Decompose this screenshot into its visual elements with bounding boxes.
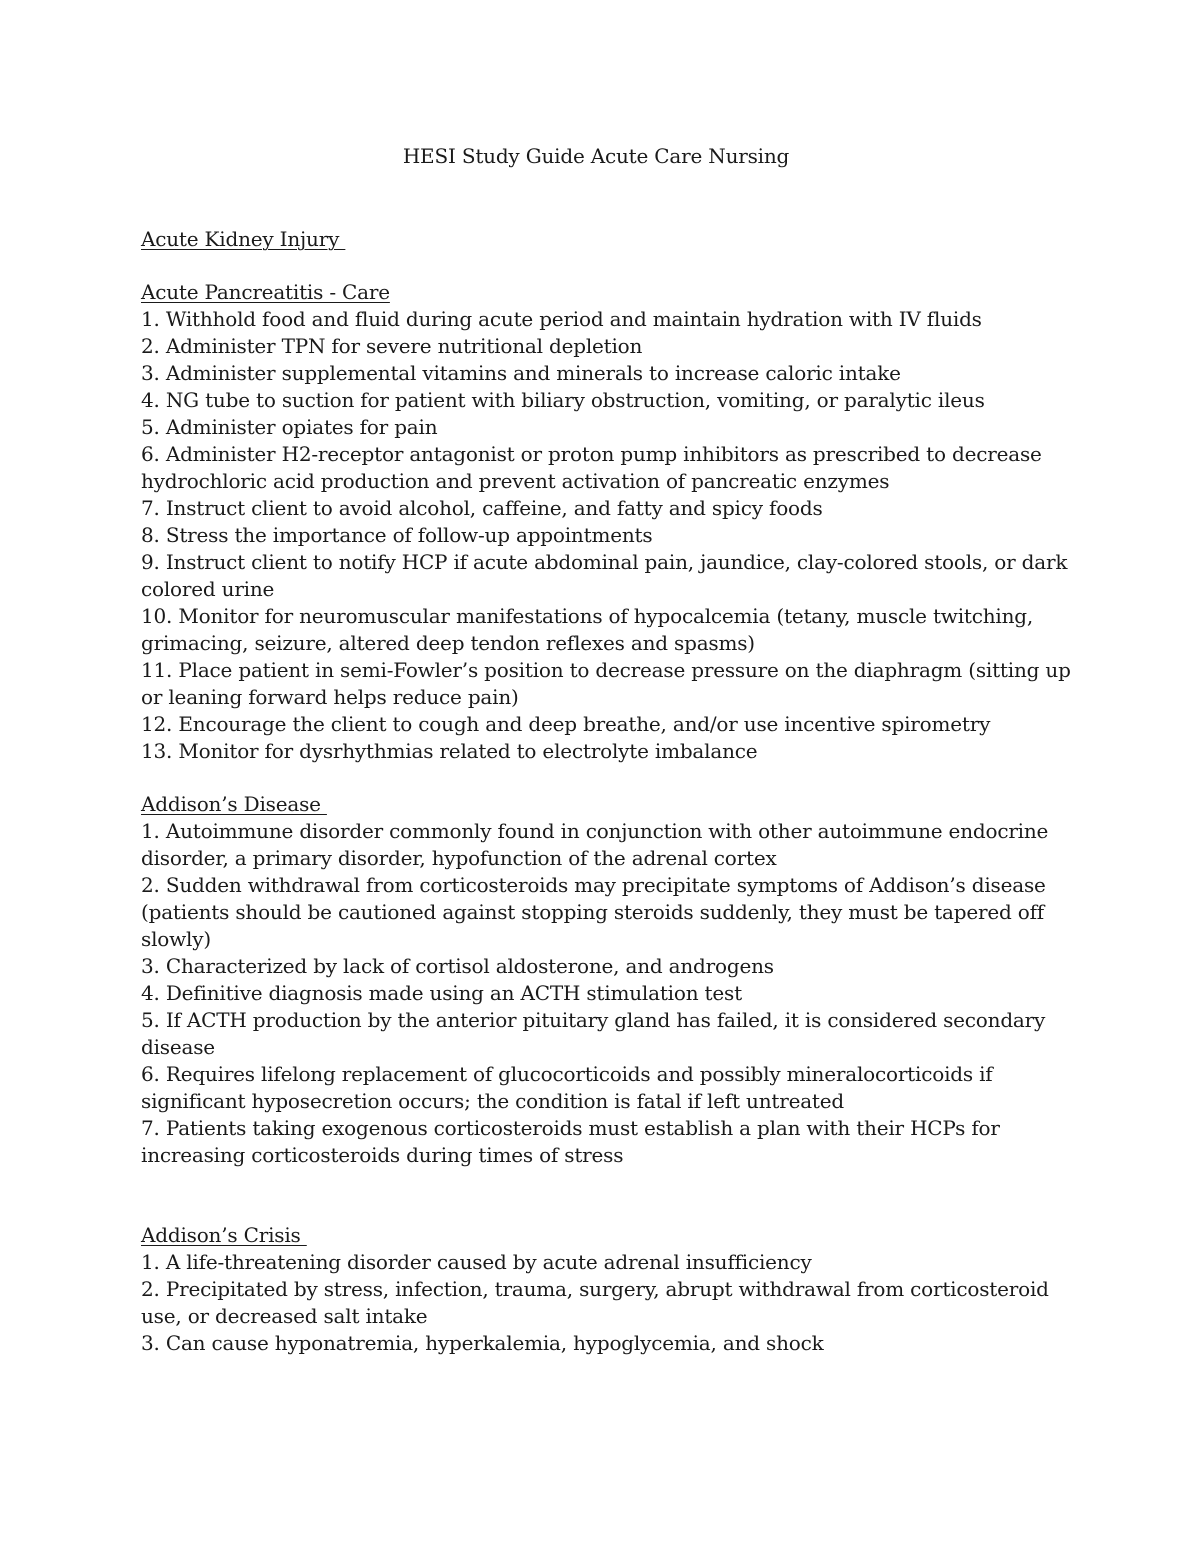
list-item: 3. Administer supplemental vitamins and minerals to increase caloric intake bbox=[141, 361, 901, 385]
section-heading-acute-pancreatitis: Acute Pancreatitis - Care bbox=[141, 280, 390, 304]
list-item: 8. Stress the importance of follow-up appointments bbox=[141, 523, 653, 547]
list-item: 1. Withhold food and fluid during acute period and maintain hydration with IV fluids bbox=[141, 307, 982, 331]
list-item: 4. NG tube to suction for patient with biliary obstruction, vomiting, or paralytic ileus bbox=[141, 388, 985, 412]
section-heading-acute-kidney-injury: Acute Kidney Injury bbox=[141, 227, 346, 251]
pancreatitis-list bbox=[141, 306, 1071, 765]
list-item: 2. Precipitated by stress, infection, trauma, surgery, abrupt withdrawal from corticosteroid use, or decreased salt intake bbox=[141, 1277, 1049, 1328]
list-item: 2. Administer TPN for severe nutritional depletion bbox=[141, 334, 643, 358]
spacer bbox=[141, 765, 1071, 791]
addisons-crisis-list bbox=[141, 1249, 1071, 1357]
section-heading-addisons-crisis: Addison’s Crisis bbox=[141, 1223, 307, 1247]
list-item: 4. Definitive diagnosis made using an ACTH stimulation test bbox=[141, 981, 742, 1005]
list-item: 7. Patients taking exogenous corticosteroids must establish a plan with their HCPs for increasing corticosteroids during times of stress bbox=[141, 1116, 1000, 1167]
list-item: 5. If ACTH production by the anterior pituitary gland has failed, it is considered secondary disease bbox=[141, 1008, 1046, 1059]
list-item: 1. Autoimmune disorder commonly found in conjunction with other autoimmune endocrine disorder, a primary disorder, hypofunction of the adrenal cortex bbox=[141, 819, 1049, 870]
list-item: 10. Monitor for neuromuscular manifestations of hypocalcemia (tetany, muscle twitching, grimacing, seizure, altered deep tendon reflexes and spasms) bbox=[141, 604, 1034, 655]
list-item: 11. Place patient in semi-Fowler’s position to decrease pressure on the diaphragm (sitting up or leaning forward helps reduce pain) bbox=[141, 658, 1071, 709]
list-item: 6. Requires lifelong replacement of glucocorticoids and possibly mineralocorticoids if significant hyposecretion occurs; the condition is fatal if left untreated bbox=[141, 1062, 993, 1113]
list-item: 13. Monitor for dysrhythmias related to electrolyte imbalance bbox=[141, 739, 758, 763]
list-item: 5. Administer opiates for pain bbox=[141, 415, 438, 439]
addisons-disease-list bbox=[141, 818, 1071, 1169]
spacer bbox=[141, 1169, 1071, 1222]
list-item: 6. Administer H2-receptor antagonist or proton pump inhibitors as prescribed to decrease hydrochloric acid production and prevent activation of pancreatic enzymes bbox=[141, 442, 1042, 493]
section-heading-addisons-disease: Addison’s Disease bbox=[141, 792, 327, 816]
document-page bbox=[141, 140, 1071, 1357]
list-item: 1. A life-threatening disorder caused by acute adrenal insufficiency bbox=[141, 1250, 812, 1274]
list-item: 9. Instruct client to notify HCP if acute abdominal pain, jaundice, clay-colored stools, or dark colored urine bbox=[141, 550, 1068, 601]
list-item: 7. Instruct client to avoid alcohol, caffeine, and fatty and spicy foods bbox=[141, 496, 823, 520]
document-title: HESI Study Guide Acute Care Nursing bbox=[402, 144, 790, 168]
list-item: 2. Sudden withdrawal from corticosteroids may precipitate symptoms of Addison’s disease (patients should be cautioned against stopping steroids suddenly, they must be tapered off slowly) bbox=[141, 873, 1046, 951]
list-item: 3. Characterized by lack of cortisol aldosterone, and androgens bbox=[141, 954, 774, 978]
list-item: 3. Can cause hyponatremia, hyperkalemia, hypoglycemia, and shock bbox=[141, 1331, 824, 1355]
spacer bbox=[141, 253, 1071, 279]
list-item: 12. Encourage the client to cough and deep breathe, and/or use incentive spirometry bbox=[141, 712, 991, 736]
